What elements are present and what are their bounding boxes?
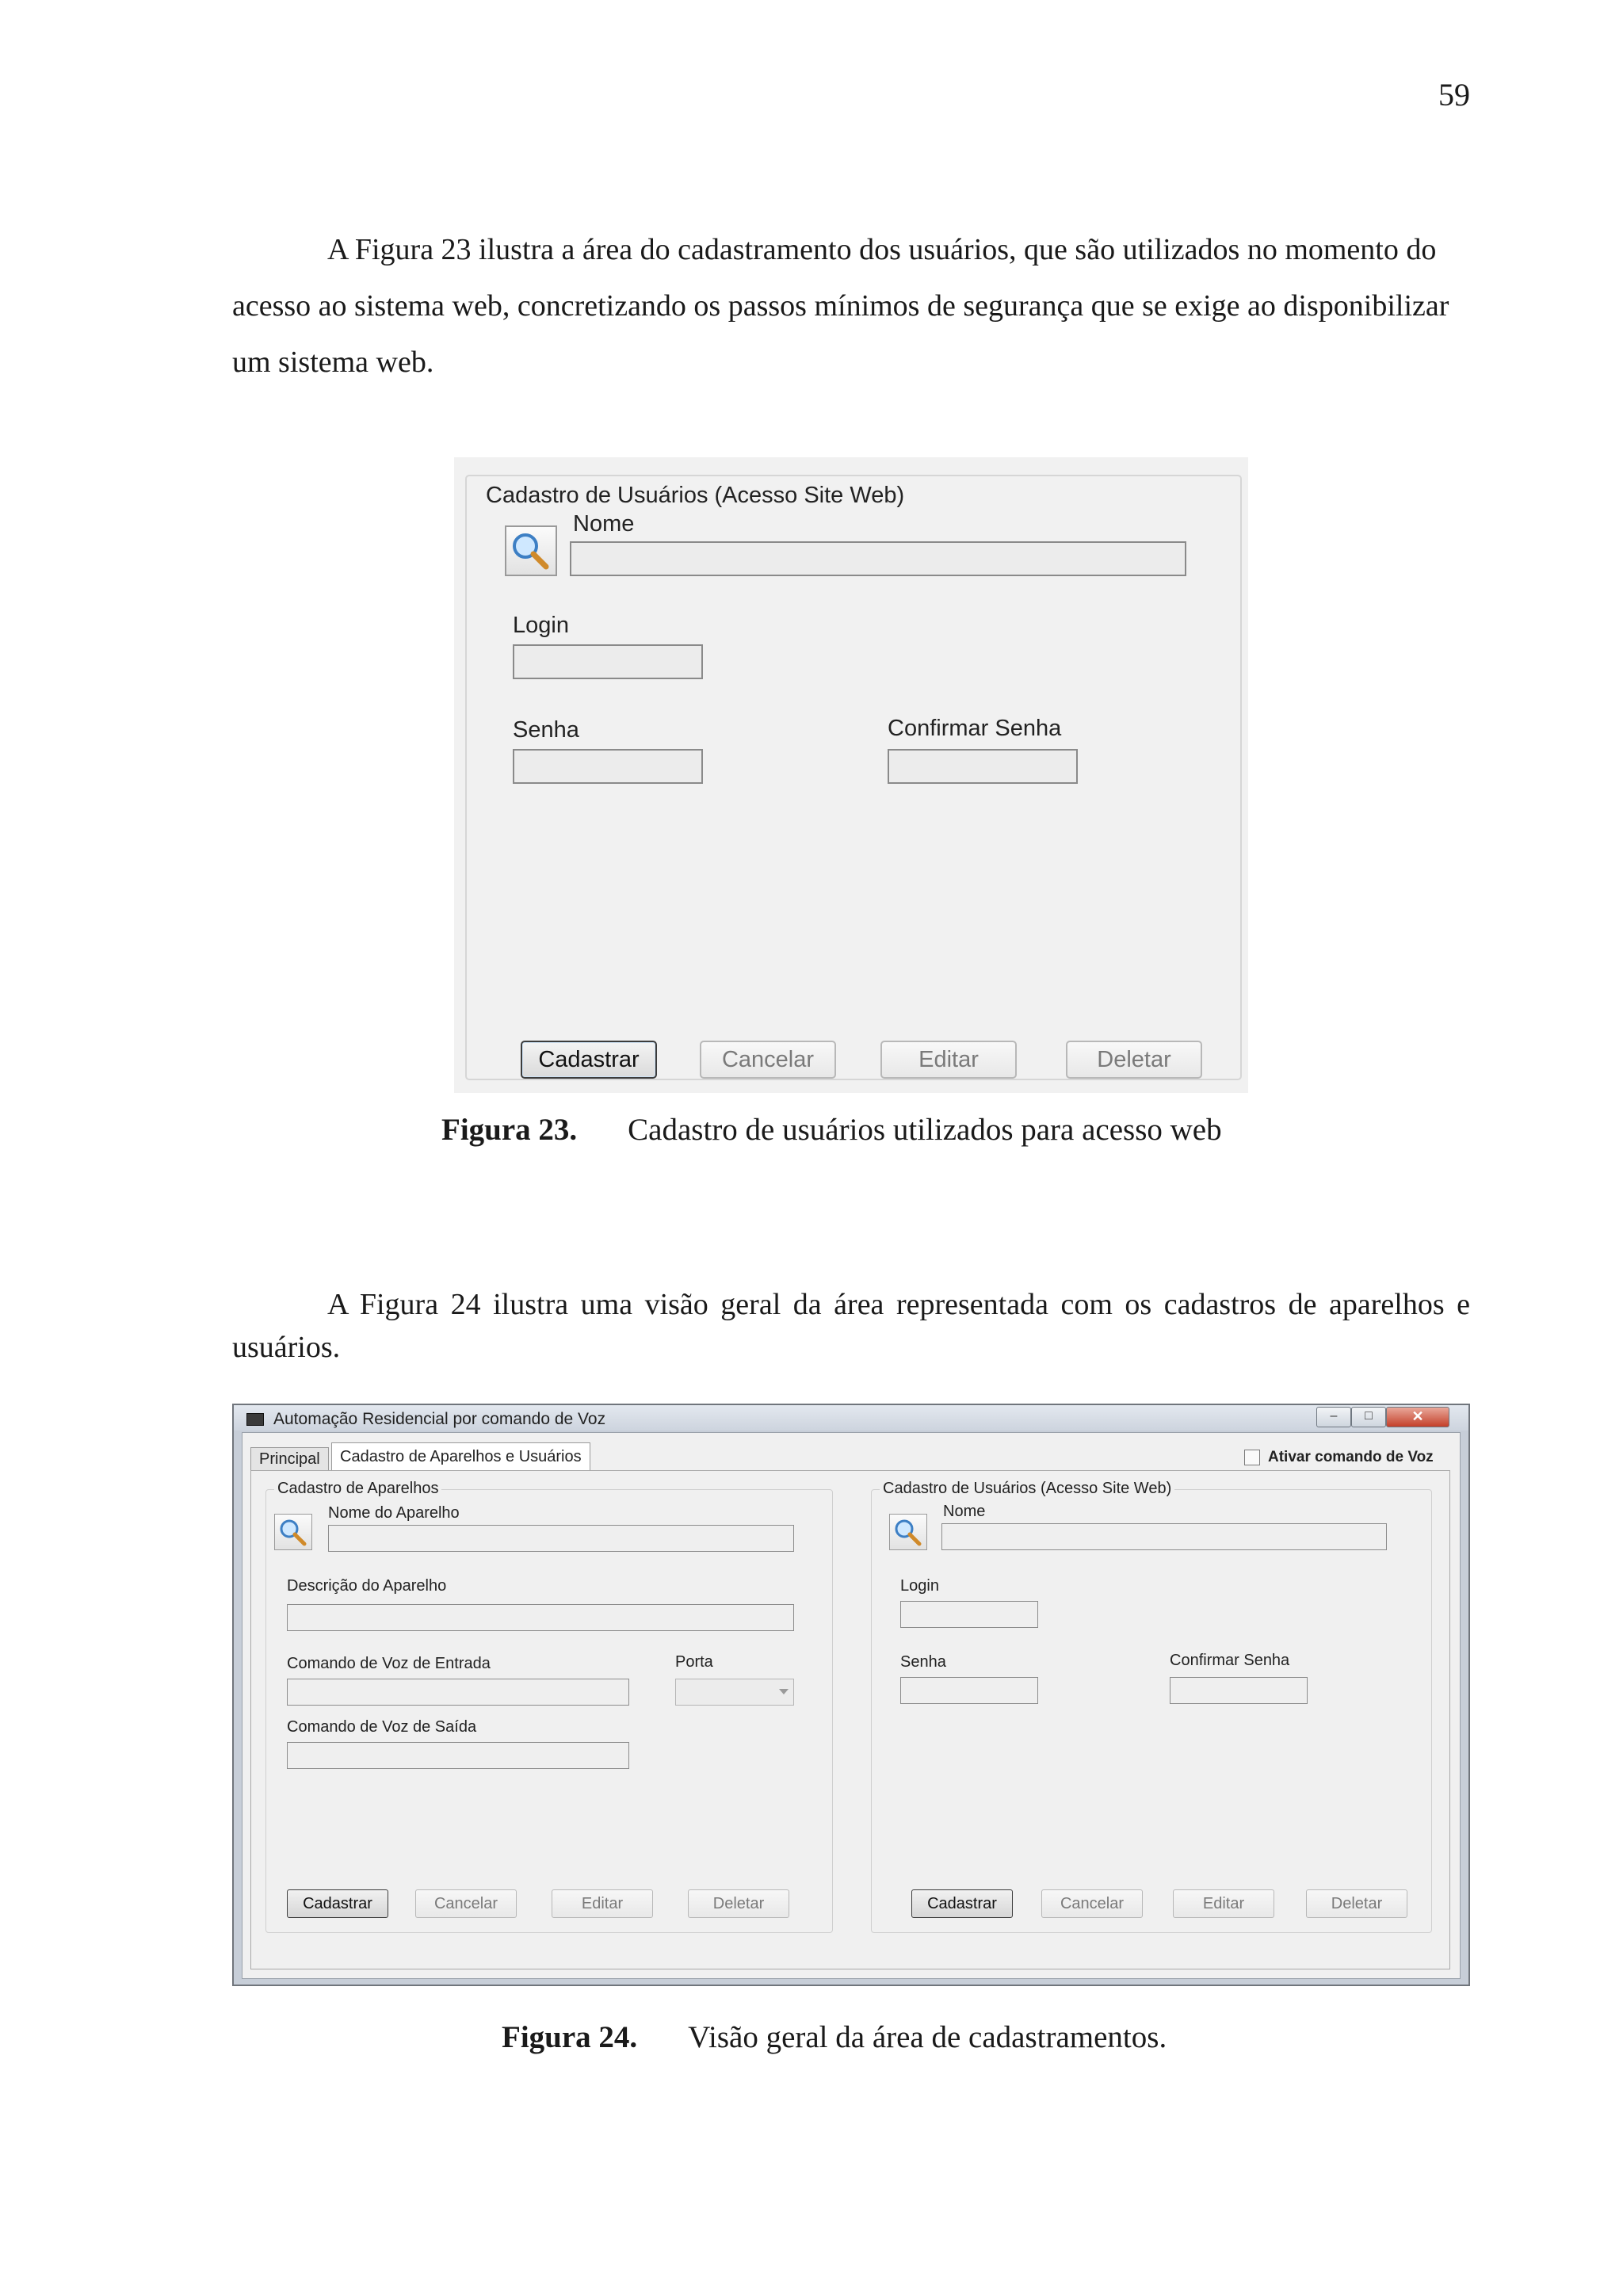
caption-label: Figura 24. xyxy=(502,2020,638,2054)
window-client-area xyxy=(242,1432,1461,1979)
cancelar-button[interactable]: Cancelar xyxy=(700,1041,836,1079)
cadastrar-button[interactable]: Cadastrar xyxy=(521,1041,657,1079)
magnifier-icon xyxy=(890,1515,926,1549)
editar-button[interactable]: Editar xyxy=(880,1041,1017,1079)
figure-24-application-window xyxy=(232,1404,1470,1986)
voice-command-checkbox[interactable] xyxy=(1244,1449,1434,1466)
port-select[interactable] xyxy=(675,1679,794,1706)
device-name-label: Nome do Aparelho xyxy=(328,1504,460,1522)
title-bar xyxy=(234,1405,1468,1431)
confirmar-senha-field[interactable] xyxy=(888,749,1078,784)
login-field[interactable] xyxy=(513,644,703,679)
group-title: Cadastro de Usuários (Acesso Site Web) xyxy=(880,1480,1174,1498)
app-icon xyxy=(246,1413,264,1426)
tab-principal[interactable]: Principal xyxy=(250,1447,329,1471)
voice-output-label: Comando de Voz de Saída xyxy=(287,1718,477,1736)
maximize-button[interactable]: □ xyxy=(1351,1407,1386,1427)
voice-output-field[interactable] xyxy=(287,1742,629,1769)
senha-field[interactable] xyxy=(513,749,703,784)
voice-input-label: Comando de Voz de Entrada xyxy=(287,1655,491,1672)
device-description-field[interactable] xyxy=(287,1604,794,1631)
figure-23-caption xyxy=(441,1112,1222,1148)
figure-23-user-registration xyxy=(454,457,1248,1093)
window-title: Automação Residencial por comando de Voz xyxy=(273,1410,606,1428)
user-registration-groupbox xyxy=(871,1480,1432,1933)
paragraph-figure-24-intro xyxy=(232,1283,1470,1369)
minimize-button[interactable]: – xyxy=(1316,1407,1351,1427)
device-description-label: Descrição do Aparelho xyxy=(287,1577,447,1595)
user-deletar-button[interactable]: Deletar xyxy=(1306,1889,1407,1918)
search-button[interactable] xyxy=(505,525,557,576)
tab-pane xyxy=(250,1470,1450,1969)
magnifier-icon xyxy=(275,1515,311,1549)
user-cancelar-button[interactable]: Cancelar xyxy=(1041,1889,1143,1918)
voice-checkbox-label: Ativar comando de Voz xyxy=(1268,1449,1434,1465)
user-confirmar-senha-label: Confirmar Senha xyxy=(1170,1652,1290,1669)
magnifier-icon xyxy=(506,527,556,575)
user-search-button[interactable] xyxy=(889,1514,927,1550)
user-name-field[interactable] xyxy=(941,1523,1387,1550)
senha-label: Senha xyxy=(513,717,579,743)
device-name-field[interactable] xyxy=(328,1525,794,1552)
caption-label: Figura 23. xyxy=(441,1113,578,1147)
page-number: 59 xyxy=(1438,77,1470,113)
paragraph-text: A Figura 24 ilustra uma visão geral da área representada com os cadastros de aparelhos e usuários. xyxy=(232,1288,1470,1364)
user-confirmar-senha-field[interactable] xyxy=(1170,1677,1308,1704)
close-button[interactable]: ✕ xyxy=(1386,1407,1449,1427)
group-title: Cadastro de Aparelhos xyxy=(274,1480,441,1498)
user-registration-groupbox xyxy=(465,475,1242,1080)
device-search-button[interactable] xyxy=(274,1514,312,1550)
login-label: Login xyxy=(513,613,569,638)
user-name-label: Nome xyxy=(943,1503,986,1520)
device-cancelar-button[interactable]: Cancelar xyxy=(415,1889,517,1918)
user-login-label: Login xyxy=(900,1577,939,1595)
confirmar-senha-label: Confirmar Senha xyxy=(888,716,1062,741)
user-login-field[interactable] xyxy=(900,1601,1038,1628)
device-deletar-button[interactable]: Deletar xyxy=(688,1889,789,1918)
device-registration-groupbox xyxy=(265,1480,833,1933)
caption-text: Visão geral da área de cadastramentos. xyxy=(688,2020,1167,2054)
nome-label: Nome xyxy=(573,511,635,537)
device-editar-button[interactable]: Editar xyxy=(552,1889,653,1918)
user-senha-field[interactable] xyxy=(900,1677,1038,1704)
paragraph-figure-23-intro xyxy=(232,222,1470,391)
deletar-button[interactable]: Deletar xyxy=(1066,1041,1202,1079)
user-editar-button[interactable]: Editar xyxy=(1173,1889,1274,1918)
figure-24-caption xyxy=(502,2019,1167,2055)
user-senha-label: Senha xyxy=(900,1653,946,1671)
voice-input-field[interactable] xyxy=(287,1679,629,1706)
checkbox-box[interactable] xyxy=(1244,1450,1260,1465)
port-label: Porta xyxy=(675,1653,713,1671)
caption-text: Cadastro de usuários utilizados para acesso web xyxy=(628,1113,1222,1147)
tab-cadastro[interactable]: Cadastro de Aparelhos e Usuários xyxy=(331,1442,590,1471)
device-cadastrar-button[interactable]: Cadastrar xyxy=(287,1889,388,1918)
nome-field[interactable] xyxy=(570,541,1186,576)
chevron-down-icon xyxy=(779,1689,789,1694)
paragraph-text: A Figura 23 ilustra a área do cadastramento dos usuários, que são utilizados no momento do acesso ao sistema web, concretizando os passos mínimos de segurança que se exige ao disponibilizar um sistema web. xyxy=(232,233,1449,379)
user-cadastrar-button[interactable]: Cadastrar xyxy=(911,1889,1013,1918)
group-title: Cadastro de Usuários (Acesso Site Web) xyxy=(481,483,909,509)
